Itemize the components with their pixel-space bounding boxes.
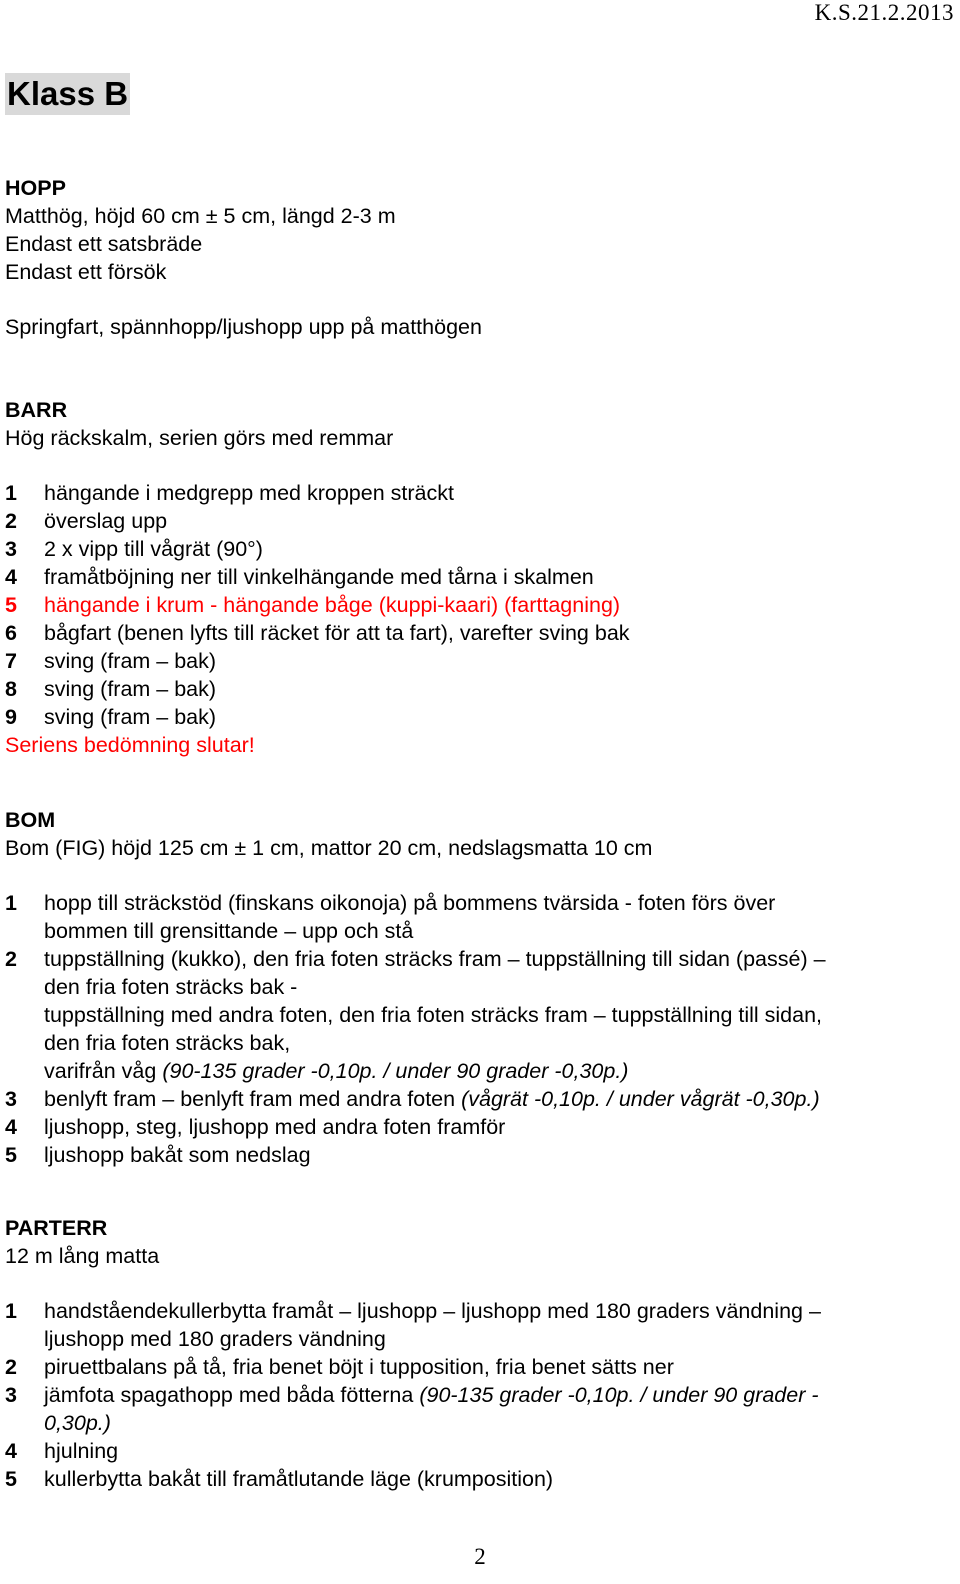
deduction-note: (vågrät -0,10p. / under vågrät -0,30p.) [461,1087,820,1111]
section-heading-barr: BARR [5,398,68,422]
item-number: 6 [5,621,17,645]
hopp-line: Endast ett försök [5,260,167,284]
hopp-line: Matthög, höjd 60 cm ± 5 cm, längd 2-3 m [5,204,396,228]
item-text-continued: den fria foten sträcks bak, [44,1031,291,1055]
barr-intro: Hög räckskalm, serien görs med remmar [5,426,394,450]
item-text: hängande i medgrepp med kroppen sträckt [44,481,454,505]
section-heading-parterr: PARTERR [5,1216,108,1240]
item-number: 3 [5,1087,17,1111]
item-text-continued: tuppställning med andra foten, den fria foten sträcks fram – tuppställning till sidan, [44,1003,823,1027]
item-text-continued: ljushopp med 180 graders vändning [44,1327,386,1351]
item-number: 1 [5,481,17,505]
deduction-note: (90-135 grader -0,10p. / under 90 grader -0,30p.) [162,1059,629,1083]
item-number: 5 [5,1143,17,1167]
item-text: ljushopp bakåt som nedslag [44,1143,311,1167]
item-text: handståendekullerbytta framåt – ljushopp – ljushopp med 180 graders vändning – [44,1299,821,1323]
item-text: sving (fram – bak) [44,677,217,701]
item-number: 1 [5,891,17,915]
item-number: 4 [5,1115,17,1139]
item-text: tuppställning (kukko), den fria foten sträcks fram – tuppställning till sidan (passé) – [44,947,826,971]
page-number: 2 [474,1544,486,1569]
item-text: sving (fram – bak) [44,705,217,729]
bom-intro: Bom (FIG) höjd 125 cm ± 1 cm, mattor 20 cm, nedslagsmatta 10 cm [5,836,653,860]
item-text: varifrån våg [44,1059,157,1083]
item-text: hängande i krum - hängande båge (kuppi-kaari) (farttagning) [44,593,621,617]
item-number: 7 [5,649,17,673]
parterr-intro: 12 m lång matta [5,1244,160,1268]
item-number: 4 [5,565,17,589]
item-number: 2 [5,947,17,971]
item-text: hjulning [44,1439,119,1463]
item-number: 2 [5,509,17,533]
document-title: Klass B [5,73,130,115]
item-text: hopp till sträckstöd (finskans oikonoja) på bommens tvärsida - foten förs över [44,891,776,915]
barr-end-note: Seriens bedömning slutar! [5,733,255,757]
item-text-continued [44,1057,628,1085]
item-text: benlyft fram – benlyft fram med andra foten [44,1087,456,1111]
item-text: piruettbalans på tå, fria benet böjt i tupposition, fria benet sätts ner [44,1355,674,1379]
item-number: 2 [5,1355,17,1379]
item-number: 8 [5,677,17,701]
item-text: jämfota spagathopp med båda fötterna [44,1383,414,1407]
item-number: 5 [5,1467,17,1491]
hopp-line: Endast ett satsbräde [5,232,203,256]
item-text: bågfart (benen lyfts till räcket för att ta fart), varefter sving bak [44,621,630,645]
hopp-line: Springfart, spännhopp/ljushopp upp på matthögen [5,315,482,339]
item-number: 4 [5,1439,17,1463]
item-text-wrapper [44,1085,820,1113]
section-heading-bom: BOM [5,808,56,832]
item-text: kullerbytta bakåt till framåtlutande läge (krumposition) [44,1467,554,1491]
header-date: K.S.21.2.2013 [814,0,954,25]
item-text-wrapper [44,1381,819,1409]
item-text-continued: bommen till grensittande – upp och stå [44,919,414,943]
item-number: 3 [5,537,17,561]
item-text: ljushopp, steg, ljushopp med andra foten framför [44,1115,506,1139]
deduction-note: (90-135 grader -0,10p. / under 90 grader - [419,1383,819,1407]
item-number: 1 [5,1299,17,1323]
item-number: 3 [5,1383,17,1407]
item-text: sving (fram – bak) [44,649,217,673]
deduction-note-continued: 0,30p.) [44,1411,111,1435]
item-number: 5 [5,593,17,617]
item-text: 2 x vipp till vågrät (90°) [44,537,263,561]
section-heading-hopp: HOPP [5,176,66,200]
item-number: 9 [5,705,17,729]
item-text: överslag upp [44,509,168,533]
item-text: framåtböjning ner till vinkelhängande med tårna i skalmen [44,565,594,589]
item-text-continued: den fria foten sträcks bak - [44,975,298,999]
